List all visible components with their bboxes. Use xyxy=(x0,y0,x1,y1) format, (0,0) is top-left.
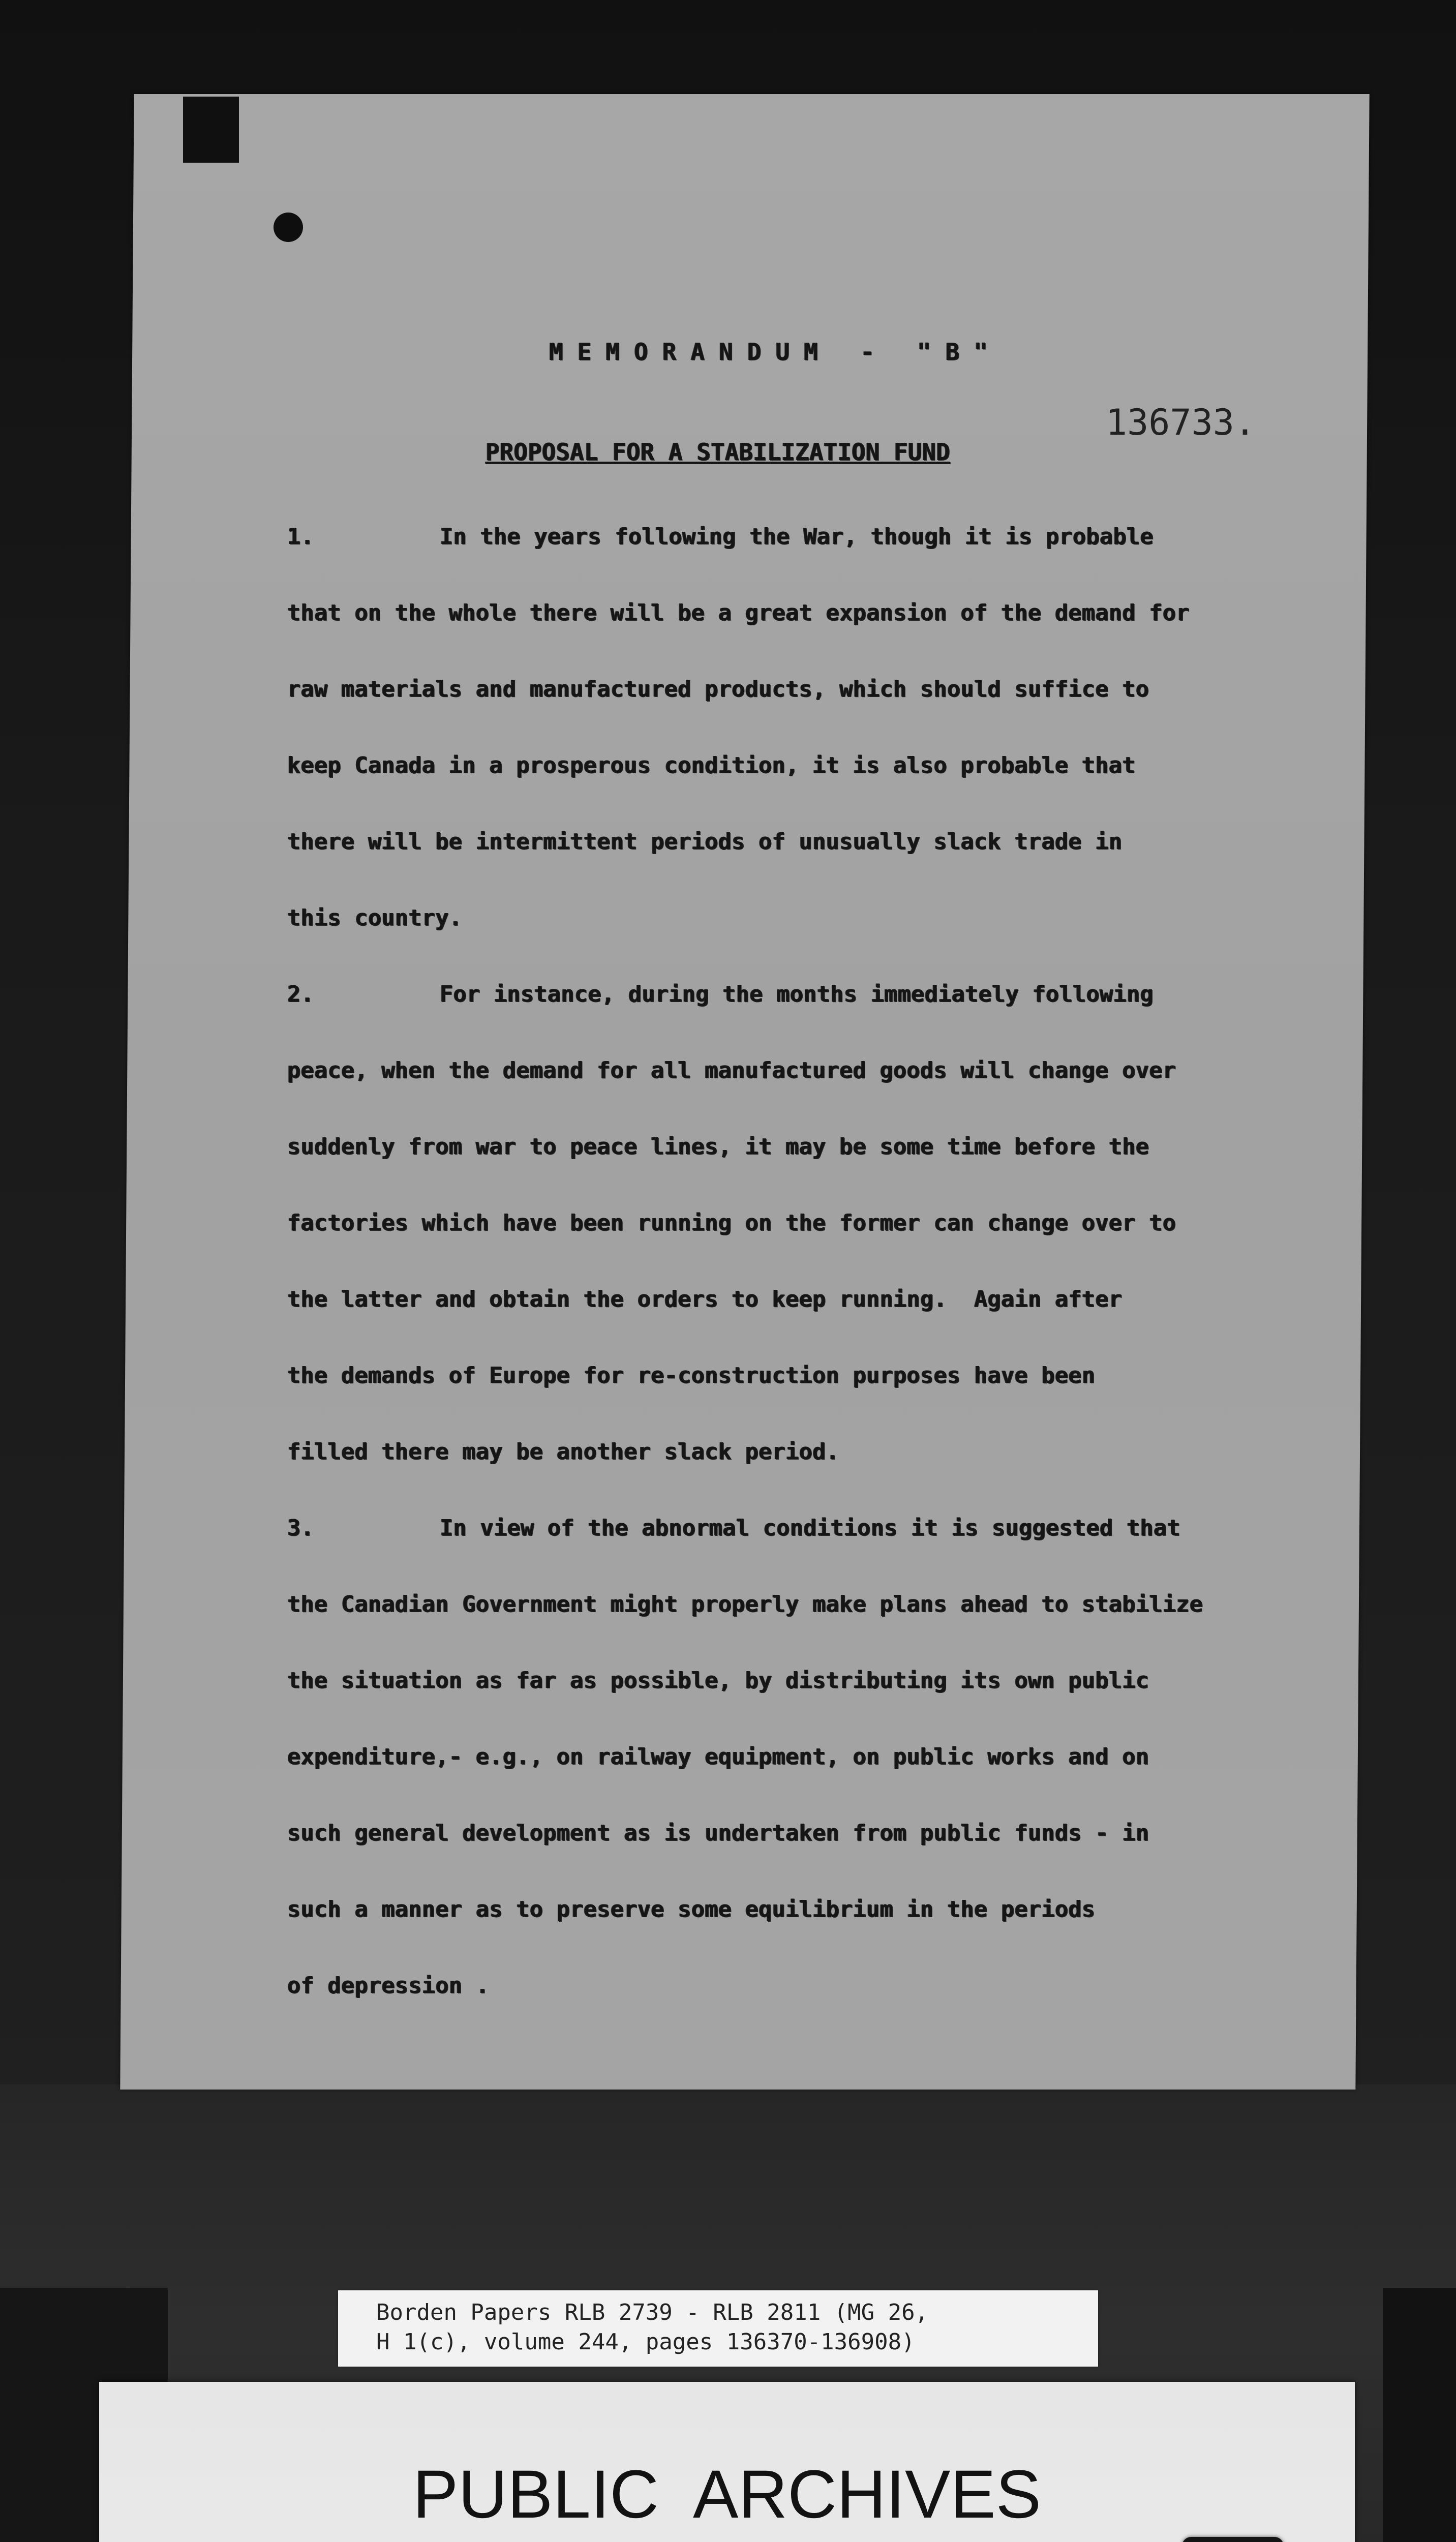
punch-hole xyxy=(274,213,303,242)
document-number: 136733. xyxy=(1106,402,1256,443)
paragraph-line: keep Canada in a prosperous condition, it is also probable that xyxy=(287,752,1136,778)
archives-line-english: PUBLIC ARCHIVES xyxy=(412,2457,1042,2532)
memorandum-page xyxy=(120,94,1369,2090)
paragraph-line: raw materials and manufactured products, which should suffice to xyxy=(287,676,1149,702)
paragraph-line: filled there may be another slack period. xyxy=(287,1439,840,1465)
reference-label-text xyxy=(376,2298,928,2357)
paragraph-line: of depression . xyxy=(287,1973,490,1999)
paragraph-line: suddenly from war to peace lines, it may be some time before the xyxy=(287,1134,1149,1160)
reference-line-2: H 1(c), volume 244, pages 136370-136908) xyxy=(376,2329,915,2355)
paragraph-line: factories which have been running on the former can change over to xyxy=(287,1210,1176,1236)
paragraph-line: the latter and obtain the orders to keep running. Again after xyxy=(287,1286,1123,1312)
paragraph-line: such a manner as to preserve some equilibrium in the periods xyxy=(287,1896,1096,1922)
paragraph-line: that on the whole there will be a great expansion of the demand for xyxy=(287,600,1190,626)
memo-subheading: PROPOSAL FOR A STABILIZATION FUND xyxy=(486,438,950,466)
paragraph-line: peace, when the demand for all manufactured goods will change over xyxy=(287,1057,1176,1083)
paragraph-number: 2. xyxy=(287,981,314,1007)
paragraph-line: expenditure,- e.g., on railway equipment, on public works and on xyxy=(287,1744,1149,1770)
paragraph-line: the Canadian Government might properly make plans ahead to stabilize xyxy=(287,1591,1203,1617)
paragraph-number: 3. xyxy=(287,1515,314,1541)
memo-heading: MEMORANDUM - "B" xyxy=(549,338,1003,366)
paragraph-line: the situation as far as possible, by distributing its own public xyxy=(287,1668,1149,1693)
paper-clip-mark xyxy=(183,97,239,163)
paragraph-line: In the years following the War, though it is probable xyxy=(440,524,1154,550)
paragraph-number: 1. xyxy=(287,524,314,550)
paragraph-line: In view of the abnormal conditions it is suggested that xyxy=(440,1515,1180,1541)
paragraph-line: this country. xyxy=(287,905,463,931)
paragraph-line: the demands of Europe for re-construction purposes have been xyxy=(287,1363,1096,1388)
paragraph-line: For instance, during the months immediately following xyxy=(440,981,1154,1007)
reference-line-1: Borden Papers RLB 2739 - RLB 2811 (MG 26, xyxy=(376,2299,929,2325)
paragraph-line: such general development as is undertaken from public funds - in xyxy=(287,1820,1149,1846)
archives-logo-badge xyxy=(1182,2537,1284,2542)
paragraph-line: there will be intermittent periods of unusually slack trade in xyxy=(287,829,1123,855)
